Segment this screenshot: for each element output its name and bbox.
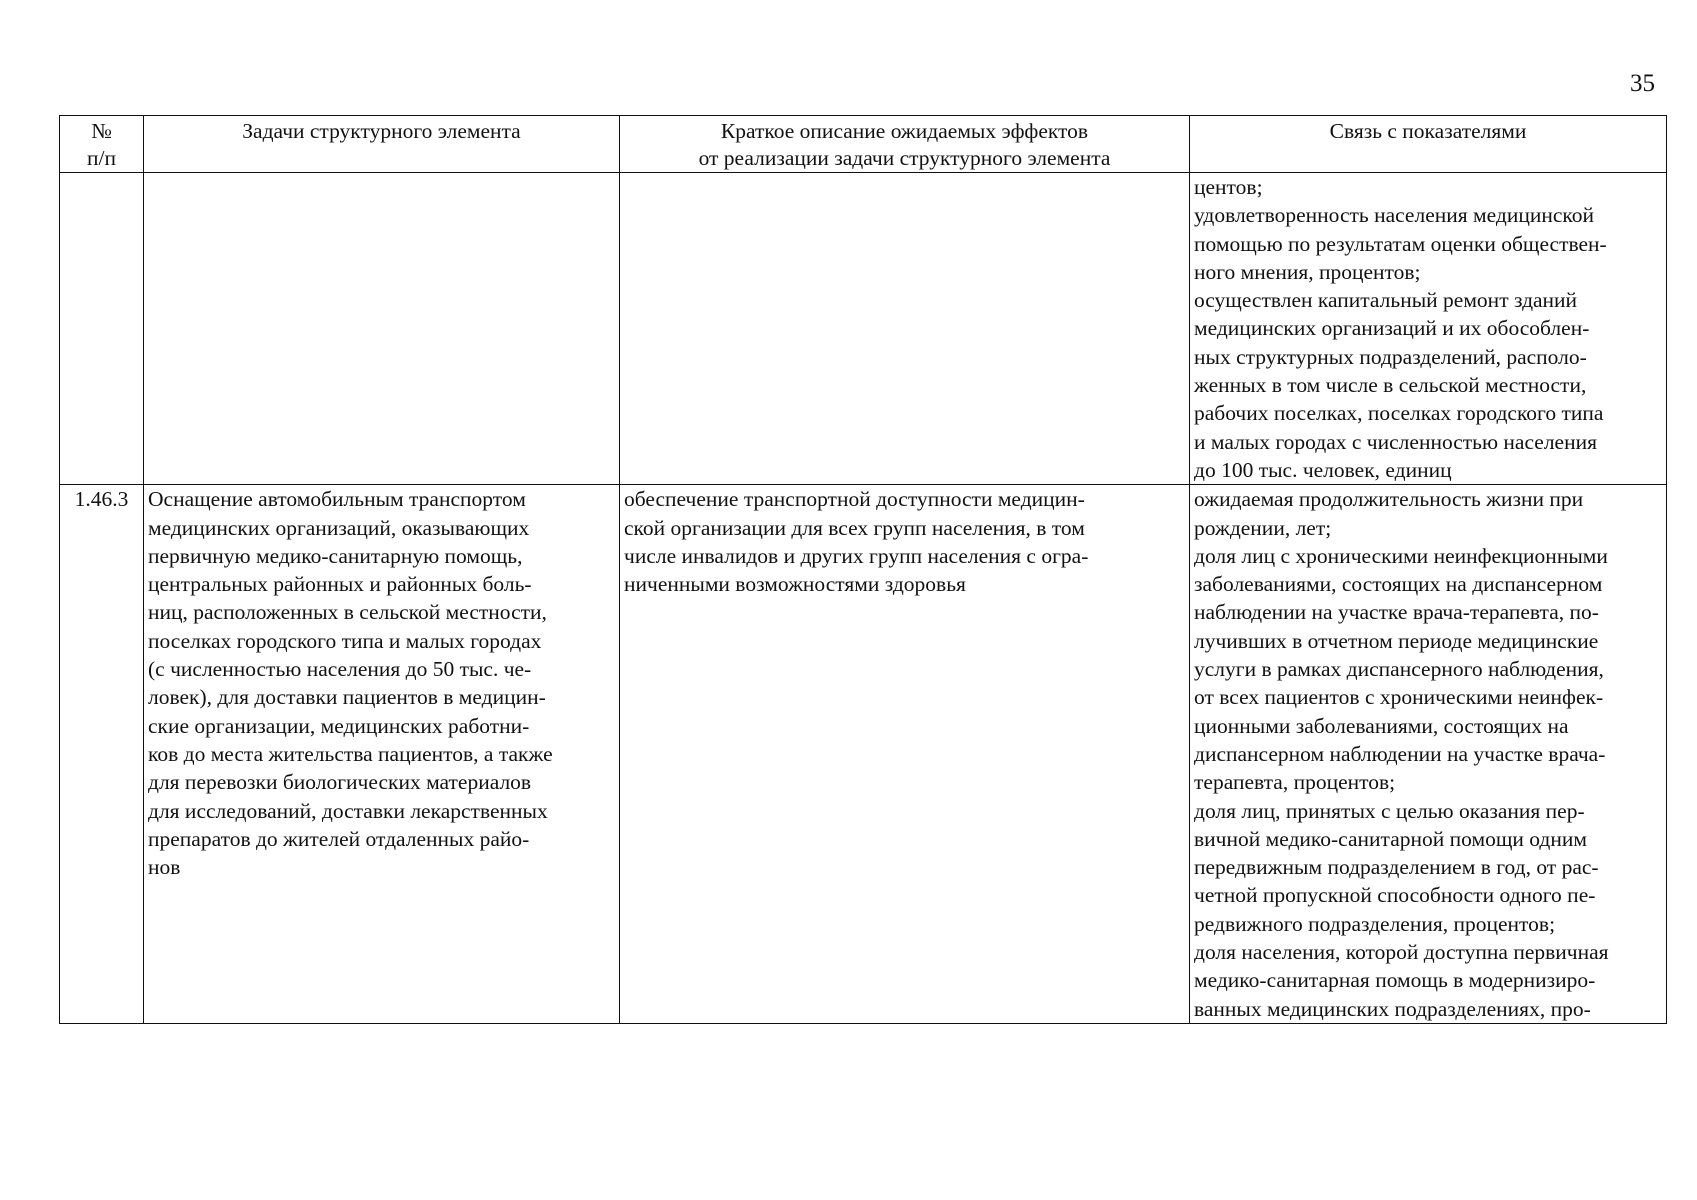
header-effects-line-1: Краткое описание ожидаемых эффектов (720, 119, 1089, 143)
cell-text-line: ниченными возможностями здоровья (624, 572, 966, 597)
cell-text-line: редвижного подразделения, процентов; (1194, 911, 1556, 936)
cell-text-line: помощью по результатам оценки обществен- (1194, 231, 1607, 256)
cell-text-line: центральных районных и районных боль- (148, 572, 532, 597)
cell-text-line: лучивших в отчетном периоде медицинские (1194, 628, 1599, 653)
cell-text-line: медицинских организаций, оказывающих (148, 515, 530, 540)
cell-text-line: ские организации, медицинских работни- (148, 713, 530, 738)
cell-text-line: обеспечение транспортной доступности медицин- (624, 487, 1085, 512)
cell-text-line: терапевта, процентов; (1194, 770, 1396, 795)
cell-text-line: (с численностью населения до 50 тыс. че- (148, 657, 532, 682)
cell-text-line: ков до места жительства пациентов, а также (148, 741, 553, 766)
cell-text-line: доля лиц с хроническими неинфекционными (1194, 543, 1608, 568)
cell-text-line: передвижным подразделением в год, от рас- (1194, 855, 1599, 880)
table-body (60, 173, 1667, 1024)
cell-text-line: поселках городского типа и малых городах (148, 628, 542, 653)
cell-text-line: ожидаемая продолжительность жизни при (1194, 487, 1584, 512)
cell-text-line: препаратов до жителей отдаленных райо- (148, 826, 530, 851)
cell-num: 1.46.3 (60, 485, 144, 1024)
cell-text-line: первичную медико-санитарную помощь, (148, 543, 523, 568)
cell-indicators (1190, 173, 1667, 485)
cell-indicators (1190, 485, 1667, 1024)
cell-text-line: ционными заболеваниями, состоящих на (1194, 713, 1569, 738)
header-effects-line-2: от реализации задачи структурного элемента (698, 146, 1111, 170)
header-tasks-line-1: Задачи структурного элемента (242, 119, 521, 143)
cell-text-line: нов (148, 855, 181, 880)
cell-text-line: для перевозки биологических материалов (148, 770, 532, 795)
table-header (60, 116, 1667, 173)
cell-text-line: ных структурных подразделений, располо- (1194, 344, 1587, 369)
header-num-line-1: № (91, 119, 112, 143)
header-indicators-line-1: Связь с показателями (1329, 119, 1527, 143)
cell-text-line: ской организации для всех групп населения, в том (624, 515, 1085, 540)
cell-text-line: доля населения, которой доступна первичная (1194, 940, 1609, 965)
cell-tasks (144, 173, 620, 485)
cell-text-line: рабочих поселках, поселках городского типа (1194, 401, 1604, 426)
header-num-line-2: п/п (87, 146, 116, 170)
header-row (60, 116, 1667, 173)
indicators-table (59, 115, 1667, 1024)
cell-effects (620, 173, 1190, 485)
cell-text-line: доля лиц, принятых с целью оказания пер- (1194, 798, 1585, 823)
cell-tasks (144, 485, 620, 1024)
header-indicators (1190, 116, 1667, 173)
cell-text-line: четной пропускной способности одного пе- (1194, 883, 1596, 908)
header-tasks (144, 116, 620, 173)
cell-num (60, 173, 144, 485)
cell-text-line: услуги в рамках диспансерного наблюдения, (1194, 657, 1604, 682)
cell-text-line: заболеваниями, состоящих на диспансерном (1194, 572, 1603, 597)
cell-text-line: ниц, расположенных в сельской местности, (148, 600, 547, 625)
cell-text-line: для исследований, доставки лекарственных (148, 798, 548, 823)
cell-effects (620, 485, 1190, 1024)
cell-text-line: от всех пациентов с хроническими неинфек- (1194, 685, 1604, 710)
cell-text-line: ванных медицинских подразделениях, про- (1194, 996, 1591, 1021)
cell-text-line: ловек), для доставки пациентов в медицин- (148, 685, 546, 710)
cell-text-line: центов; (1194, 175, 1263, 199)
cell-text-line: женных в том числе в сельской местности, (1194, 373, 1587, 398)
cell-text-line: удовлетворенность населения медицинской (1194, 203, 1595, 228)
cell-text-line: числе инвалидов и других групп населения с огра- (624, 543, 1089, 568)
cell-text-line: медико-санитарная помощь в модернизиро- (1194, 968, 1596, 993)
cell-text-line: медицинских организаций и их обособлен- (1194, 316, 1590, 341)
cell-text-line: рождении, лет; (1194, 515, 1332, 540)
cell-text-line: вичной медико-санитарной помощи одним (1194, 826, 1587, 851)
table-row (60, 173, 1667, 485)
table-row (60, 485, 1667, 1024)
cell-text-line: наблюдении на участке врача-терапевта, по- (1194, 600, 1599, 625)
header-num (60, 116, 144, 173)
cell-text-line: ного мнения, процентов; (1194, 259, 1421, 284)
cell-text-line: диспансерном наблюдении на участке врача- (1194, 741, 1606, 766)
header-effects (620, 116, 1190, 173)
cell-text-line: Оснащение автомобильным транспортом (148, 487, 526, 512)
page-number: 35 (1630, 70, 1655, 97)
cell-text-line: и малых городах с численностью населения (1194, 429, 1597, 454)
cell-text-line: до 100 тыс. человек, единиц (1194, 457, 1452, 482)
cell-text-line: осуществлен капитальный ремонт зданий (1194, 288, 1578, 313)
